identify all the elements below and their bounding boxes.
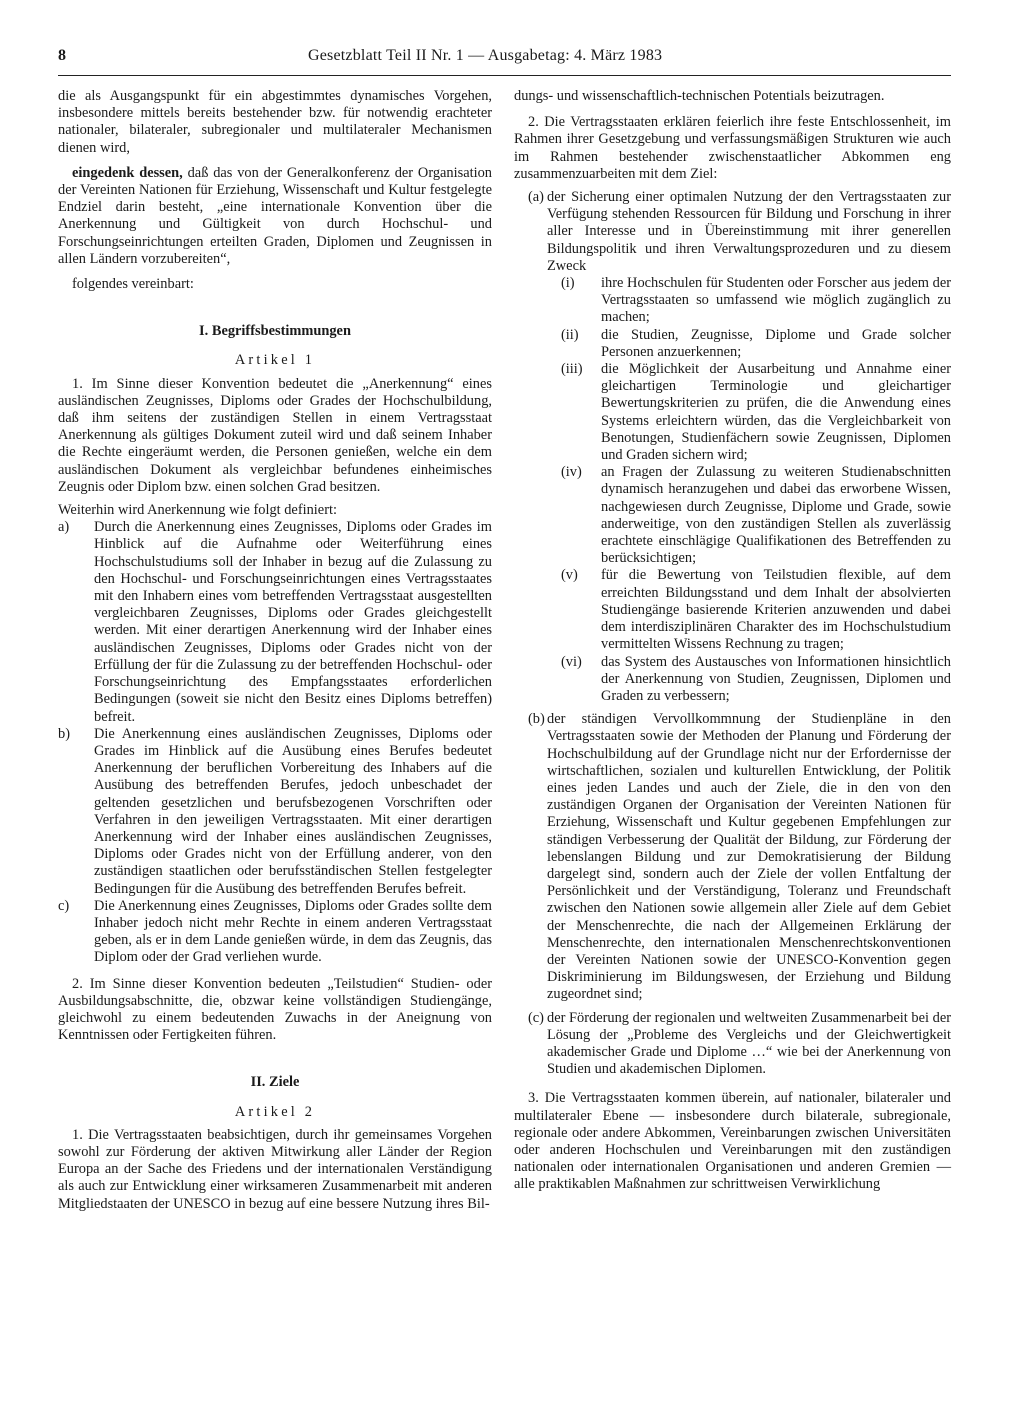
list-item [58,519,492,725]
paragraph: 1. Die Vertragsstaaten beabsichtigen, durch ihr gemeinsames Vorgehen sowohl zur Förderung der aktiven Mitwirkung aller Länder der Region Europa an der Sache des Friedens und der internationalen Verständigung als auch zur Entwicklung einer wirksameren Zusammenarbeit mit anderen Mitgliedstaaten der UNESCO in bezug auf eine bessere Nutzung ihres Bil- [58,1126,492,1212]
paragraph: 2. Im Sinne dieser Konvention bedeuten „Teilstudien“ Studien- oder Ausbildungsabschnitte, die, obzwar keine vollständigen Studiengänge, gleichwohl zu einem bedeutenden Zuwachs in der Aneignung von Kenntnissen oder Fertigkeiten führen. [58,975,492,1044]
sub-label: (ii) [561,326,579,343]
sub-label: (iv) [561,464,582,481]
sub-item [561,567,951,653]
gazette-title: Gesetzblatt Teil II Nr. 1 — Ausgabetag: 4. März 1983 [308,47,663,64]
right-column [514,88,951,1194]
sub-item [561,464,951,567]
list-text: Die Anerkennung eines Zeugnisses, Diploms oder Grades sollte dem Inhaber jedoch nicht mehr Rechte in einem anderen Vertragsstaat geben, als er in dem Lande genießen würde, in dem das Zeugnis, das Diplom oder der Grad verliehen wurde. [94,897,492,966]
list-item-c [514,1010,951,1079]
section-heading-1: I. Begriffsbestimmungen [199,323,351,340]
list-item-a [514,189,951,275]
list-item-b [514,711,951,1003]
paragraph: 1. Im Sinne dieser Konvention bedeutet die „Anerkennung“ eines ausländischen Zeugnisses, Diploms oder Grades der Hochschulbildung, daß ihm seitens der zuständigen Stellen in einem Vertragsstaat Anerkennung als gültiges Dokument zuteil wird und daß seinem Inhaber die Rechte eingeräumt werden, die Personen genießen, welche ein dem ausländischen Dokument als vergleichbar befundenes einheimisches Zeugnis oder Diplom bzw. einen solchen Grad besitzen. [58,375,492,495]
list-item [58,726,492,898]
sub-text: ihre Hochschulen für Studenten oder Forscher aus jedem der Vertragsstaaten so umfassend wie möglich zugänglich zu machen; [601,275,951,326]
paragraph: dungs- und wissenschaftlich-technischen Potentials beizutragen. [514,88,885,104]
article-heading-2: Artikel 2 [234,1103,316,1120]
paragraph: 3. Die Vertragsstaaten kommen überein, auf nationaler, bilateraler und multilateraler Ebene — insbesondere durch bilaterale, subregionale, regionale oder andere Abkommen, Vereinbarungen zwischen Universitäten oder anderen Hochschulen und Vereinbarungen mit den zuständigen nationalen oder internationalen Organisationen und anderen Gremien — alle praktikablen Maßnahmen zur schrittweisen Verwirklichung [514,1090,951,1193]
sub-text: das System des Austausches von Informationen hinsichtlich der Anerkennung von Studien, Zeugnissen, Diplomen und Graden zu verbessern; [601,653,951,704]
paragraph-eingedenk [58,165,492,268]
paragraph: Weiterhin wird Anerkennung wie folgt definiert: [58,502,337,519]
sub-label: (i) [561,275,575,292]
article-heading-1: Artikel 1 [234,352,316,369]
sub-item [561,654,951,706]
paragraph-text: daß das von der Generalkonferenz der Organisation der Vereinten Nationen für Erziehung, Wissenschaft und Kultur festgelegte Endziel darin besteht, „eine internationale Konvention über die Anerkennung und Gültigkeit von durch Hochschul- und Forschungseinrichtungen erteilten Graden, Diplomen und Zeugnissen in allen Ländern vorzubereiten“, [58,164,493,267]
sub-text: für die Bewertung von Teilstudien flexible, auf dem erreichten Bildungsstand und dem Inhalt der absolvierten Studiengänge basierende Kriterien anzuwenden und dabei dem interdisziplinären Charakter des im Hochschulstudium vermittelten Wissens Rechnung zu tragen; [601,567,951,653]
sub-label: (vi) [561,653,582,670]
sub-item [561,327,951,361]
list-label: a) [58,519,70,536]
sub-text: an Fragen der Zulassung zu weiteren Studienabschnitten dynamisch heranzugehen und dabei das erworbene Wissen, nachgewiesen durch Zeugnisse, Diplome und Grade, sowie anderweitige, von den zuständigen Stellen als zuverlässig erachtete einschlägige Qualifikationen des Betreffenden zu berücksichtigen; [601,464,951,567]
list-text: der ständigen Vervollkommnung der Studienpläne in den Vertragsstaaten sowie der Methoden der Planung und Förderung der Hochschulbildung auf der Grundlage nicht nur der Erfordernisse der wirtschaftlichen, sozialen und kulturellen Entwicklung, der Politik eines jeden Landes und auch der Ziele, die in den von den zuständigen Organen der Organisation der Vereinten Nationen für Erziehung, Wissenschaft und Kultur gegebenen Empfehlungen zur ständigen Verbesserung der Qualität der Bildung, zur Förderung der lebenslangen Bildung und zur Demokratisierung der Bildung dargelegt sind, sondern auch der Ziele der vollen Entfaltung der Persönlichkeit und der Verständigung, Toleranz und Freundschaft zwischen den Nationen sowie allgemein aller Ziele auf dem Gebiet der Menschenrechte, die nach der Allgemeinen Erklärung der Menschenrechte, den internationalen Menschenrechtskonventionen der Vereinten Nationen sowie der UNESCO-Konvention gegen Diskriminierung im Bildungswesen, der Erziehung und Bildung zugeordnet sind; [547,711,951,1003]
paragraph: 2. Die Vertragsstaaten erklären feierlich ihre feste Entschlossenheit, im Rahmen ihrer Gesetzgebung und verfassungsmäßigen Strukturen wie auch im Rahmen bestehender zwischenstaatlicher Abkommen eng zusammenzuarbeiten mit dem Ziel: [514,114,951,182]
paragraph: die als Ausgangspunkt für ein abgestimmtes dynamisches Vorgehen, insbesondere mittels bereits bestehender bzw. für notwendig erachteter nationaler, bilateraler, subregionaler und multilateraler Mechanismen dienen wird, [58,88,492,156]
section-heading-2: II. Ziele [250,1074,300,1091]
list-item [58,898,492,967]
sub-label: (v) [561,567,578,584]
sub-label: (iii) [561,361,583,378]
list-text: Durch die Anerkennung eines Zeugnisses, Diploms oder Grades im Hinblick auf die Aufnahme oder Weiterführung eines Hochschulstudiums soll der Inhaber in bezug auf die Zulassung zu den Hochschul- und Forschungseinrichtungen eines Vertragsstaates mit den Inhabern eines vom betreffenden Vertragsstaat ausgestellten vergleichbaren Zeugnisses, Diploms oder Grades gleichgestellt werden. Mit einer derartigen Anerkennung wird der Inhaber eines ausländischen Zeugnisses, Diploms oder Grades nicht von der Erfüllung der für die Zulassung zu der betreffenden Hochschul- oder Forschungseinrichtung des Empfangsstaates erforderlichen Bedingungen (soweit sie nicht den Besitz eines Diploms betreffen) befreit. [94,519,492,725]
list-label: c) [58,897,70,914]
left-column [58,88,492,1213]
sub-text: die Studien, Zeugnisse, Diplome und Grade solcher Personen anzuerkennen; [601,326,951,360]
page-header [58,47,951,76]
paragraph-vereinbart: folgendes vereinbart: [72,276,194,293]
list-label: b) [58,725,70,742]
list-label: (c) [528,1009,544,1026]
list-label: (a) [528,189,544,206]
list-text: Die Anerkennung eines ausländischen Zeugnisses, Diploms oder Grades im Hinblick auf die Ausübung eines Berufes bedeutet Anerkennung der beruflichen Vorbereitung des Inhabers auf die Ausübung des betreffenden Berufes, jedoch unbeschadet der geltenden gesetzlichen und berufsbezogenen Vorschriften oder Verfahren in den jeweiligen Vertragsstaaten. Mit einer derartigen Anerkennung wird der Inhaber eines ausländischen Zeugnisses, Diploms oder Grades nicht von der Erfüllung anderer, von den zuständigen staatlichen oder berufsständischen Stellen festgelegter Bedingungen für die Ausübung des betreffenden Berufes befreit. [94,725,492,897]
list-label: (b) [528,711,545,728]
sub-item [561,275,951,327]
page-number: 8 [58,47,66,64]
sub-text: die Möglichkeit der Ausarbeitung und Annahme einer gleichartigen Terminologie und gleichartiger Bewertungskriterien zu prüfen, die die Anwendung eines Systems erleichtern würden, das die Vergleichbarkeit von Benotungen, Studienfächern sowie Zeugnissen, Diplomen und Graden sichern wird; [601,361,951,464]
list-text: der Sicherung einer optimalen Nutzung der den Vertragsstaaten zur Verfügung stehenden Ressourcen für Bildung und Forschung in ihrer aller Interesse und in Übereinstimmung mit ihrer generellen Bildungspolitik und ihren Verwaltungsprozeduren und zu diesem Zweck [547,189,951,274]
bold-lead: eingedenk dessen, [72,164,183,181]
list-text: der Förderung der regionalen und weltweiten Zusammenarbeit bei der Lösung der „Probleme des Vergleichs und der Gleichwertigkeit akademischer Grade und Diplome …“ wie bei der Anerkennung von Studien und akademischen Diplomen. [547,1009,951,1078]
sub-item [561,361,951,464]
